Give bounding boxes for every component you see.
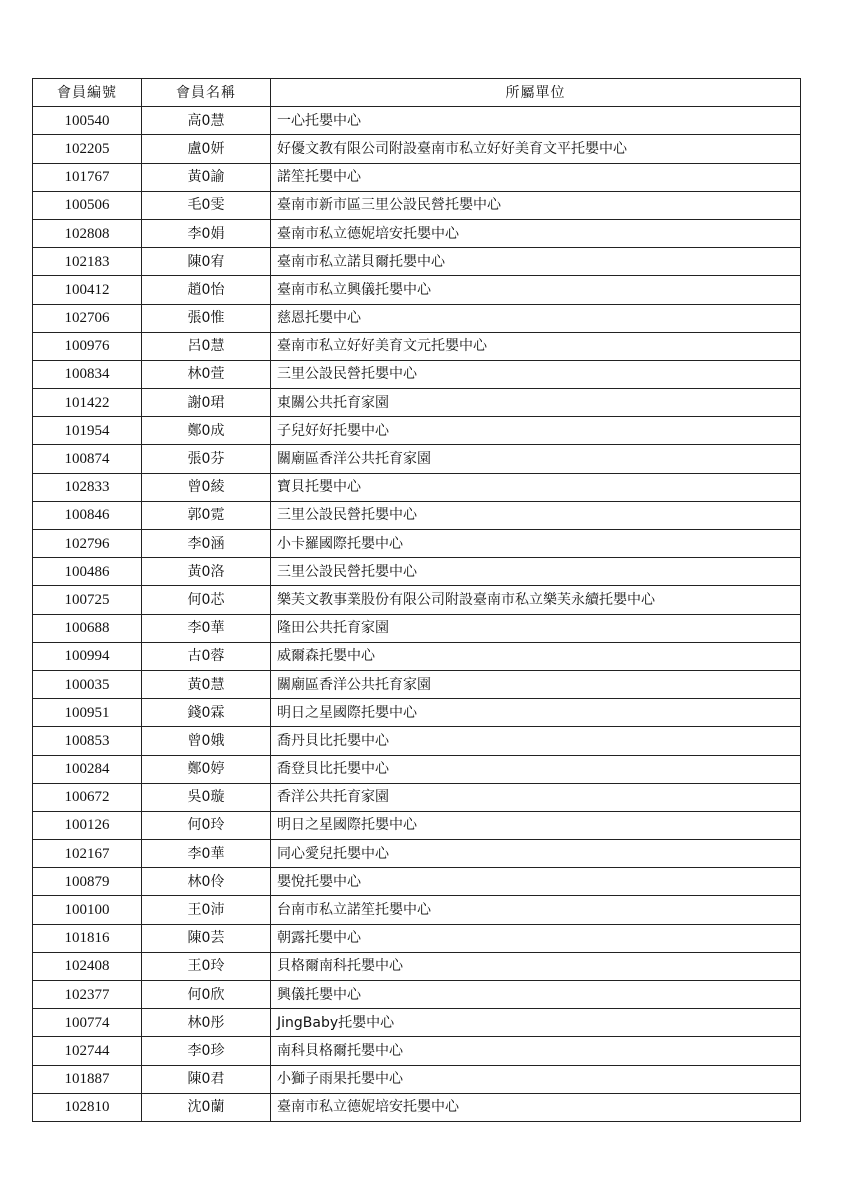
member-id-cell: 100994 bbox=[33, 642, 142, 670]
table-header-row bbox=[33, 79, 801, 107]
column-header-member-id: 會員編號 bbox=[33, 79, 142, 107]
member-name-cell: 吳0璇 bbox=[142, 783, 271, 811]
member-id-cell: 102167 bbox=[33, 840, 142, 868]
column-header-member-name: 會員名稱 bbox=[142, 79, 271, 107]
member-name-cell: 李0華 bbox=[142, 614, 271, 642]
member-id-cell: 100874 bbox=[33, 445, 142, 473]
unit-cell: 同心愛兒托嬰中心 bbox=[271, 840, 801, 868]
table-row bbox=[33, 1093, 801, 1121]
table-row bbox=[33, 107, 801, 135]
table-row bbox=[33, 1037, 801, 1065]
unit-cell: 臺南市私立德妮培安托嬰中心 bbox=[271, 1093, 801, 1121]
unit-cell: 樂芙文教事業股份有限公司附設臺南市私立樂芙永續托嬰中心 bbox=[271, 586, 801, 614]
member-id-cell: 100486 bbox=[33, 558, 142, 586]
table-row bbox=[33, 276, 801, 304]
table-row bbox=[33, 163, 801, 191]
table-row bbox=[33, 135, 801, 163]
unit-cell: 好優文教有限公司附設臺南市私立好好美育文平托嬰中心 bbox=[271, 135, 801, 163]
unit-cell: 三里公設民營托嬰中心 bbox=[271, 501, 801, 529]
member-id-cell: 100725 bbox=[33, 586, 142, 614]
table-row bbox=[33, 614, 801, 642]
unit-cell: 嬰悅托嬰中心 bbox=[271, 868, 801, 896]
unit-cell: JingBaby托嬰中心 bbox=[271, 1009, 801, 1037]
unit-cell: 興儀托嬰中心 bbox=[271, 981, 801, 1009]
member-name-cell: 呂0慧 bbox=[142, 332, 271, 360]
table-row bbox=[33, 924, 801, 952]
member-id-cell: 100774 bbox=[33, 1009, 142, 1037]
unit-cell: 關廟區香洋公共托育家園 bbox=[271, 670, 801, 698]
unit-cell: 臺南市私立德妮培安托嬰中心 bbox=[271, 219, 801, 247]
member-id-cell: 100540 bbox=[33, 107, 142, 135]
member-name-cell: 陳0君 bbox=[142, 1065, 271, 1093]
table-row bbox=[33, 219, 801, 247]
member-name-cell: 曾0娥 bbox=[142, 727, 271, 755]
member-name-cell: 李0娟 bbox=[142, 219, 271, 247]
unit-cell: 慈恩托嬰中心 bbox=[271, 304, 801, 332]
member-name-cell: 王0沛 bbox=[142, 896, 271, 924]
member-name-cell: 盧0妍 bbox=[142, 135, 271, 163]
table-row bbox=[33, 530, 801, 558]
member-id-cell: 100412 bbox=[33, 276, 142, 304]
unit-cell: 朝露托嬰中心 bbox=[271, 924, 801, 952]
table-row bbox=[33, 248, 801, 276]
member-name-cell: 高0慧 bbox=[142, 107, 271, 135]
member-name-cell: 陳0芸 bbox=[142, 924, 271, 952]
member-id-cell: 100284 bbox=[33, 755, 142, 783]
unit-cell: 三里公設民營托嬰中心 bbox=[271, 558, 801, 586]
table-row bbox=[33, 1009, 801, 1037]
table-row bbox=[33, 586, 801, 614]
table-row bbox=[33, 868, 801, 896]
member-id-cell: 100126 bbox=[33, 811, 142, 839]
table-body bbox=[33, 107, 801, 1122]
member-name-cell: 何0欣 bbox=[142, 981, 271, 1009]
unit-cell: 小卡羅國際托嬰中心 bbox=[271, 530, 801, 558]
table-row bbox=[33, 1065, 801, 1093]
member-id-cell: 100879 bbox=[33, 868, 142, 896]
unit-cell: 隆田公共托育家園 bbox=[271, 614, 801, 642]
member-table bbox=[32, 78, 801, 1122]
member-id-cell: 102796 bbox=[33, 530, 142, 558]
member-id-cell: 100976 bbox=[33, 332, 142, 360]
member-id-cell: 102833 bbox=[33, 473, 142, 501]
unit-cell: 一心托嬰中心 bbox=[271, 107, 801, 135]
unit-cell: 台南市私立諾笙托嬰中心 bbox=[271, 896, 801, 924]
member-id-cell: 100100 bbox=[33, 896, 142, 924]
member-name-cell: 陳0宥 bbox=[142, 248, 271, 276]
unit-cell: 東關公共托育家園 bbox=[271, 389, 801, 417]
table-row bbox=[33, 699, 801, 727]
member-id-cell: 102810 bbox=[33, 1093, 142, 1121]
member-id-cell: 102744 bbox=[33, 1037, 142, 1065]
table-row bbox=[33, 417, 801, 445]
table-row bbox=[33, 783, 801, 811]
member-id-cell: 101816 bbox=[33, 924, 142, 952]
member-name-cell: 鄭0婷 bbox=[142, 755, 271, 783]
unit-cell: 南科貝格爾托嬰中心 bbox=[271, 1037, 801, 1065]
unit-cell: 臺南市新市區三里公設民營托嬰中心 bbox=[271, 191, 801, 219]
unit-cell: 喬登貝比托嬰中心 bbox=[271, 755, 801, 783]
unit-cell: 寶貝托嬰中心 bbox=[271, 473, 801, 501]
table-row bbox=[33, 389, 801, 417]
member-name-cell: 李0珍 bbox=[142, 1037, 271, 1065]
unit-cell: 臺南市私立諾貝爾托嬰中心 bbox=[271, 248, 801, 276]
member-name-cell: 林0伶 bbox=[142, 868, 271, 896]
member-name-cell: 沈0蘭 bbox=[142, 1093, 271, 1121]
member-id-cell: 100834 bbox=[33, 360, 142, 388]
member-name-cell: 張0惟 bbox=[142, 304, 271, 332]
member-name-cell: 黃0慧 bbox=[142, 670, 271, 698]
member-name-cell: 黃0洛 bbox=[142, 558, 271, 586]
member-id-cell: 102808 bbox=[33, 219, 142, 247]
unit-cell: 貝格爾南科托嬰中心 bbox=[271, 952, 801, 980]
table-row bbox=[33, 727, 801, 755]
member-id-cell: 100853 bbox=[33, 727, 142, 755]
unit-cell: 三里公設民營托嬰中心 bbox=[271, 360, 801, 388]
table-row bbox=[33, 332, 801, 360]
member-name-cell: 李0華 bbox=[142, 840, 271, 868]
unit-cell: 小獅子雨果托嬰中心 bbox=[271, 1065, 801, 1093]
unit-cell: 香洋公共托育家園 bbox=[271, 783, 801, 811]
table-row bbox=[33, 670, 801, 698]
column-header-unit: 所屬單位 bbox=[271, 79, 801, 107]
unit-cell: 明日之星國際托嬰中心 bbox=[271, 699, 801, 727]
table-row bbox=[33, 755, 801, 783]
unit-cell: 子兒好好托嬰中心 bbox=[271, 417, 801, 445]
member-id-cell: 100688 bbox=[33, 614, 142, 642]
table-row bbox=[33, 360, 801, 388]
member-name-cell: 古0蓉 bbox=[142, 642, 271, 670]
member-name-cell: 謝0珺 bbox=[142, 389, 271, 417]
member-name-cell: 曾0綾 bbox=[142, 473, 271, 501]
table-row bbox=[33, 191, 801, 219]
table-row bbox=[33, 896, 801, 924]
table-row bbox=[33, 501, 801, 529]
member-id-cell: 101954 bbox=[33, 417, 142, 445]
table-row bbox=[33, 642, 801, 670]
member-name-cell: 趙0怡 bbox=[142, 276, 271, 304]
member-id-cell: 100951 bbox=[33, 699, 142, 727]
unit-cell: 關廟區香洋公共托育家園 bbox=[271, 445, 801, 473]
member-name-cell: 王0玲 bbox=[142, 952, 271, 980]
member-name-cell: 李0涵 bbox=[142, 530, 271, 558]
member-id-cell: 100506 bbox=[33, 191, 142, 219]
member-id-cell: 101422 bbox=[33, 389, 142, 417]
member-name-cell: 毛0雯 bbox=[142, 191, 271, 219]
table-row bbox=[33, 445, 801, 473]
member-id-cell: 102706 bbox=[33, 304, 142, 332]
table-row bbox=[33, 558, 801, 586]
unit-cell: 臺南市私立好好美育文元托嬰中心 bbox=[271, 332, 801, 360]
unit-cell: 喬丹貝比托嬰中心 bbox=[271, 727, 801, 755]
table-row bbox=[33, 981, 801, 1009]
member-name-cell: 林0彤 bbox=[142, 1009, 271, 1037]
member-id-cell: 102408 bbox=[33, 952, 142, 980]
member-name-cell: 鄭0成 bbox=[142, 417, 271, 445]
unit-cell: 明日之星國際托嬰中心 bbox=[271, 811, 801, 839]
unit-cell: 諾笙托嬰中心 bbox=[271, 163, 801, 191]
table-row bbox=[33, 811, 801, 839]
table-row bbox=[33, 304, 801, 332]
member-name-cell: 錢0霖 bbox=[142, 699, 271, 727]
table-row bbox=[33, 473, 801, 501]
member-id-cell: 102205 bbox=[33, 135, 142, 163]
unit-cell: 臺南市私立興儀托嬰中心 bbox=[271, 276, 801, 304]
member-name-cell: 黃0諭 bbox=[142, 163, 271, 191]
member-id-cell: 102377 bbox=[33, 981, 142, 1009]
member-name-cell: 何0芯 bbox=[142, 586, 271, 614]
member-name-cell: 何0玲 bbox=[142, 811, 271, 839]
member-id-cell: 100672 bbox=[33, 783, 142, 811]
member-name-cell: 郭0霓 bbox=[142, 501, 271, 529]
member-name-cell: 張0芬 bbox=[142, 445, 271, 473]
table-row bbox=[33, 952, 801, 980]
member-name-cell: 林0萱 bbox=[142, 360, 271, 388]
member-id-cell: 102183 bbox=[33, 248, 142, 276]
member-id-cell: 100846 bbox=[33, 501, 142, 529]
unit-cell: 威爾森托嬰中心 bbox=[271, 642, 801, 670]
table-row bbox=[33, 840, 801, 868]
member-id-cell: 101887 bbox=[33, 1065, 142, 1093]
member-id-cell: 100035 bbox=[33, 670, 142, 698]
member-id-cell: 101767 bbox=[33, 163, 142, 191]
